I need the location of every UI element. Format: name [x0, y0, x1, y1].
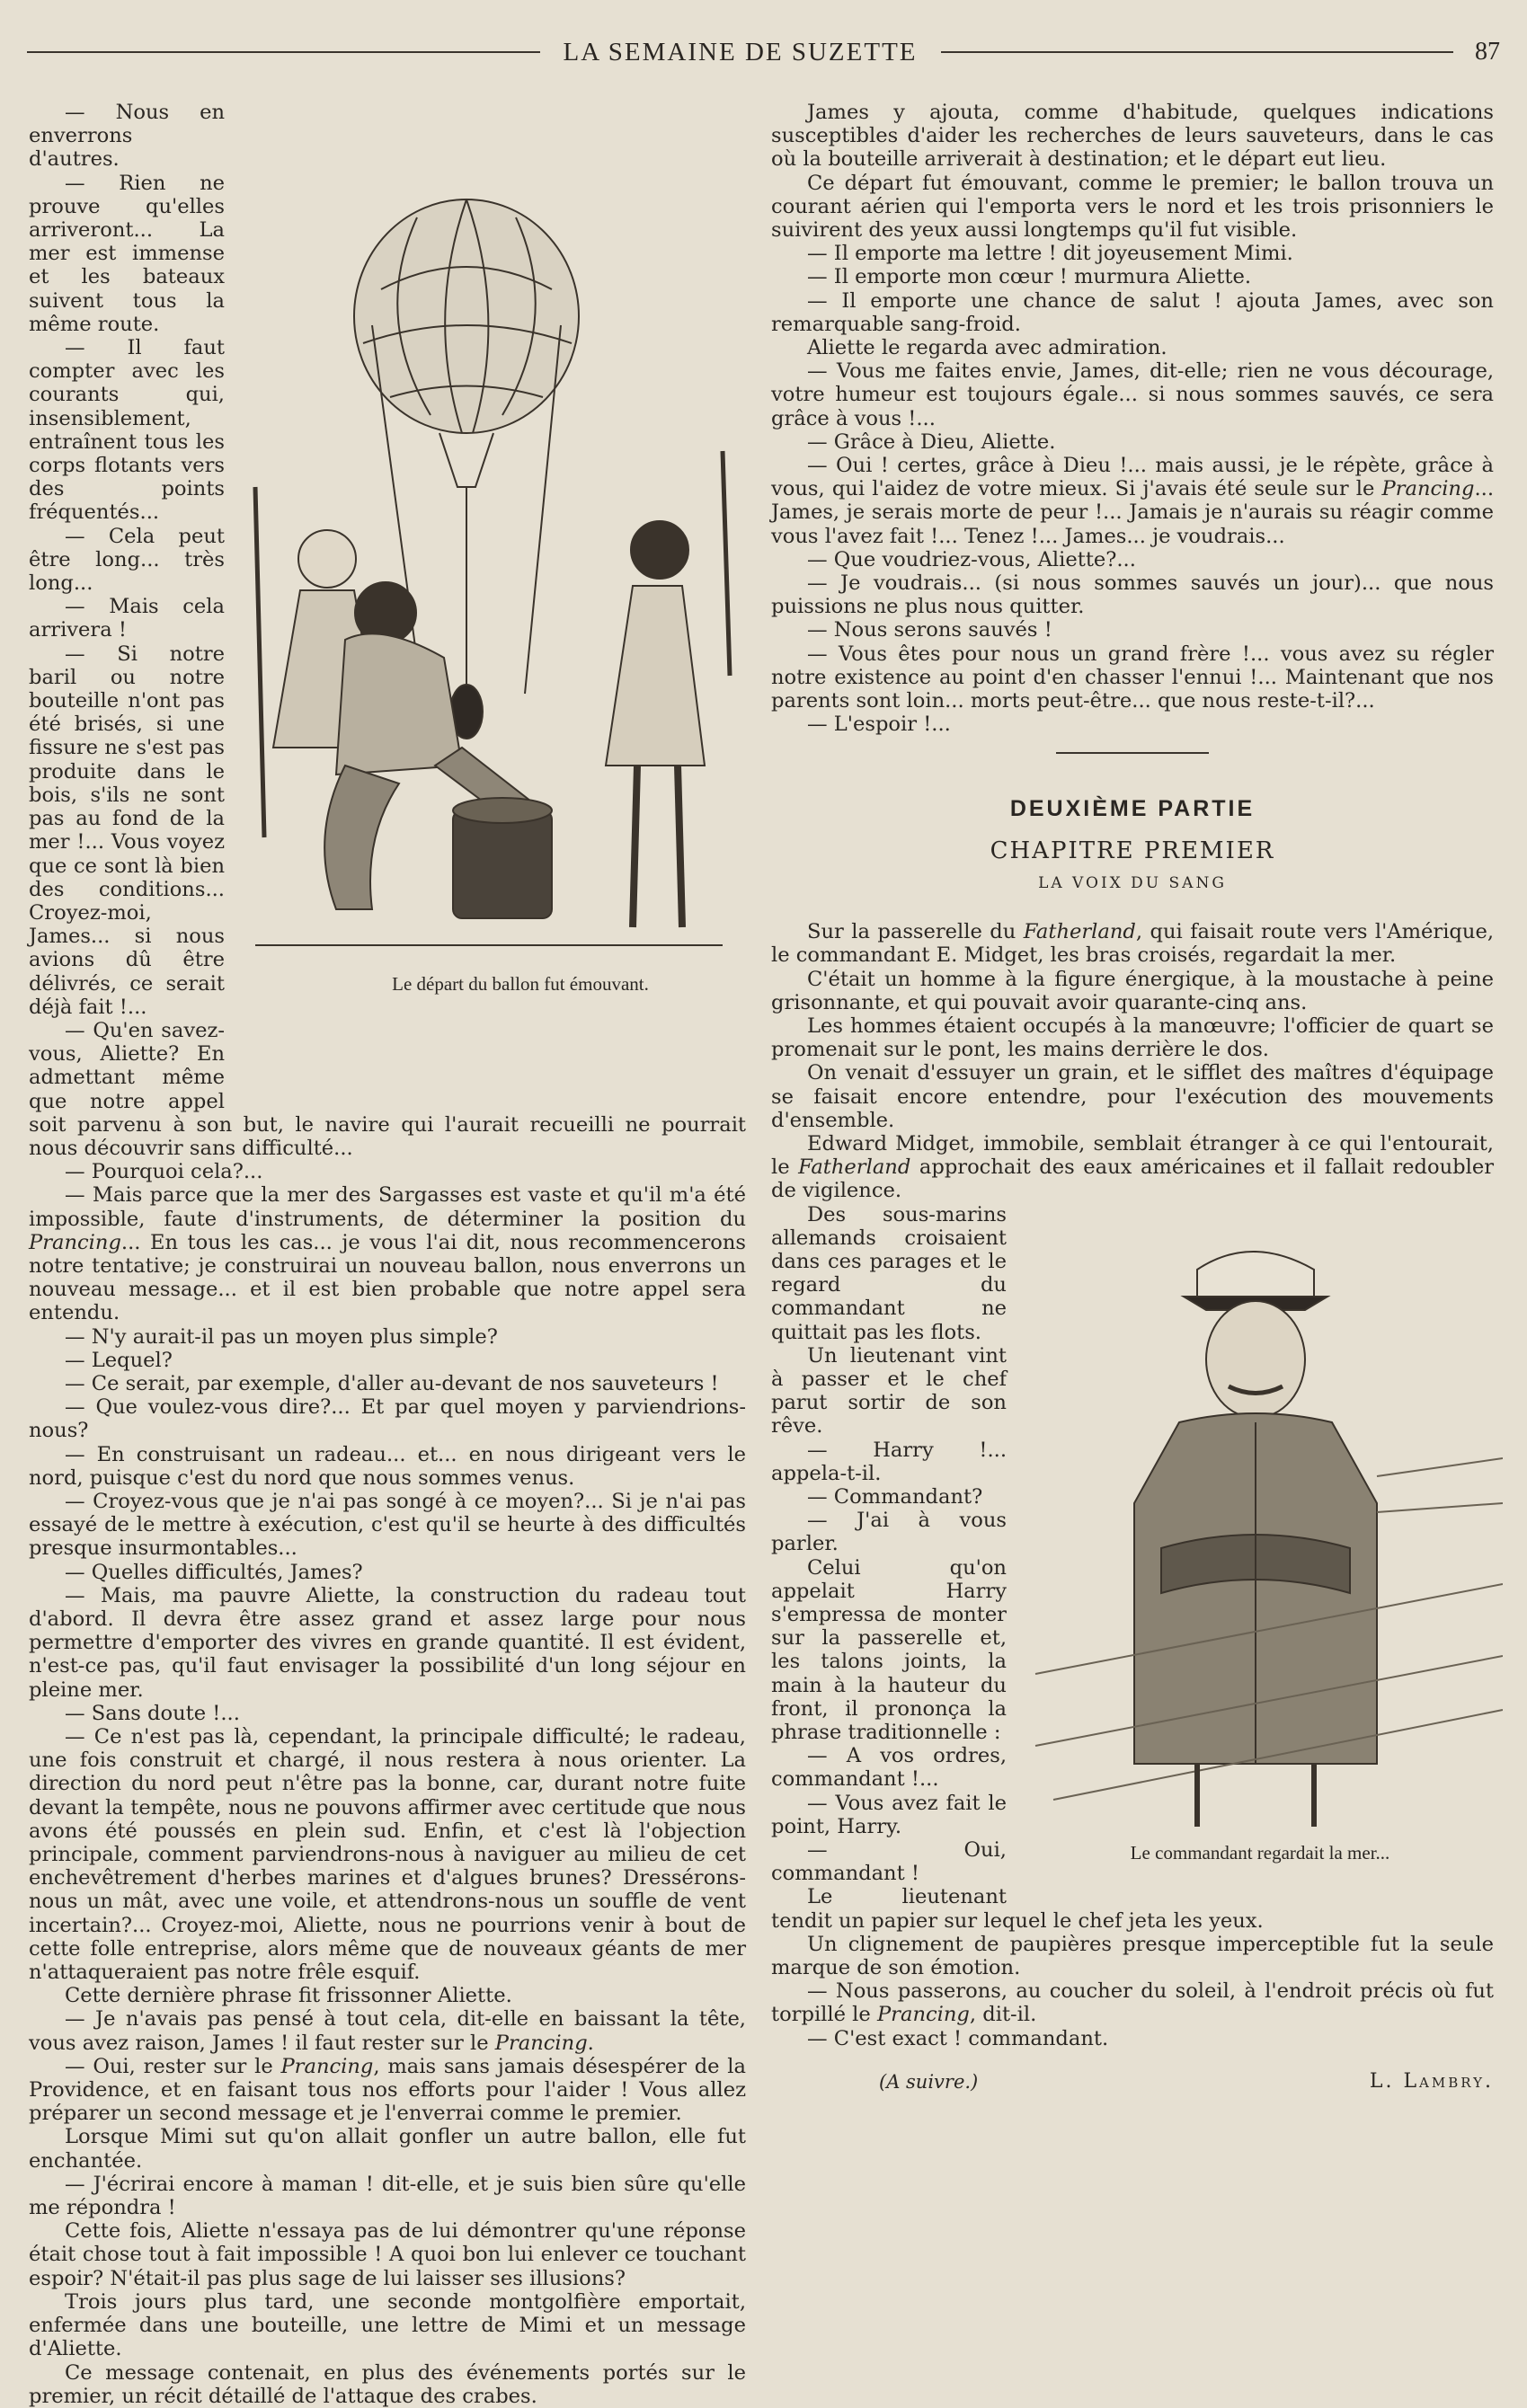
author-signature: L. Lambry. [1369, 2069, 1494, 2093]
paragraph: — Oui, commandant ! [771, 1838, 1007, 1886]
paragraph: Cette dernière phrase fit frissonner Aliette. [65, 1984, 512, 2008]
paragraph [29, 2007, 746, 2054]
paragraph: Un clignement de paupières presque imperceptible fut la seule marque de son émotion. [771, 1932, 1494, 1980]
paragraph: — Il emporte ma lettre ! dit joyeusement Mimi. [807, 242, 1293, 266]
ship-name: Fatherland [1023, 920, 1136, 944]
balloon-caption: Le départ du ballon fut émouvant. [392, 973, 649, 995]
paragraph: — Nous serons sauvés ! [807, 618, 1052, 642]
text-run: — Mais parce que la mer des Sargasses est vaste et qu'il m'a été impossible, faute d'instruments, de déterminer la position du [29, 1183, 746, 1231]
text-run: Edward Midget, immobile, semblait étranger à ce qui l'entourait, le [771, 1131, 1494, 1180]
paragraph: — Cela peut être long... très long... [29, 524, 225, 596]
paragraph: — Vous me faites envie, James, dit-elle; rien ne vous décourage, votre humeur est toujours égale... si nous sommes sauvés, ce sera grâce à vous !... [771, 359, 1494, 430]
paragraph: — Pourquoi cela?... [65, 1160, 263, 1184]
paragraph: — Ce n'est pas là, cependant, la principale difficulté; le radeau, une fois construit et chargé, il nous restera à nous orienter. La direction du nord peut n'être pas la bonne, car, durant notre fuite devant la tempête, nous ne pouvons affirmer avec certitude que nous avons été poussés en plein sud. Enfin, et c'est là l'objection principale, comment parviendrons-nous à naviguer au milieu de cet enchevêtrement d'herbes marines et d'algues brunes? Dressérons-nous un mât, avec une voile, et attendrons-nous un souffle de vent incertain?... Croyez-moi, Aliette, nous ne pourrions venir à bout de cette folle entreprise, alors même que de nouveaux géants de mer n'attaqueraient pas notre frêle esquif. [29, 1725, 746, 1985]
paragraph: — Lequel? [65, 1348, 173, 1372]
paragraph: Cette fois, Aliette n'essaya pas de lui démontrer qu'une réponse était chose tout à fait impossible ! A quoi bon lui enlever ce touchant espoir? N'était-il pas plus sage de lui laisser ses illusions? [29, 2219, 746, 2290]
paragraph: — Ce serait, par exemple, d'aller au-devant de nos sauveteurs ! [65, 1371, 719, 1395]
ship-name: Prancing [29, 1230, 121, 1254]
paragraph: — Croyez-vous que je n'ai pas songé à ce moyen?... Si je n'ai pas essayé de le mettre à exécution, c'est qu'il se heurte à des difficultés presque insurmontables... [29, 1489, 746, 1561]
paragraph: — Il emporte une chance de salut ! ajouta James, avec son remarquable sang-froid. [771, 288, 1494, 336]
commander-caption: Le commandant regardait la mer... [1130, 1841, 1390, 1864]
text-run: — Oui ! certes, grâce à Dieu !... mais aussi, je le répète, grâce à vous, qui l'aidez de votre mieux. Si j'avais été seule sur le [771, 454, 1494, 501]
paragraph: Le lieutenant tendit un papier sur lequel le chef jeta les yeux. [771, 1885, 1264, 1933]
text-run: , dit-il. [969, 2003, 1037, 2027]
paragraph: James y ajouta, comme d'habitude, quelques indications susceptibles d'aider les recherches de leurs sauveteurs, dans le cas où la bouteille arriverait à destination; et le départ eut lieu. [771, 101, 1494, 172]
ship-name: Prancing [494, 2031, 588, 2055]
paragraph: Aliette le regarda avec admiration. [807, 336, 1167, 360]
paragraph: — J'écrirai encore à maman ! dit-elle, et je suis bien sûre qu'elle me répondra ! [29, 2172, 746, 2220]
paragraph: Les hommes étaient occupés à la manœuvre; l'officier de quart se promenait sur le pont, les mains derrière le dos. [771, 1014, 1494, 1062]
paragraph: — Rien ne prouve qu'elles arriveront... La mer est immense et les bateaux suivent tous la même route. [29, 171, 225, 336]
paragraph [29, 2055, 746, 2126]
paragraph: — Mais, ma pauvre Aliette, la construction du radeau tout d'abord. Il devra être assez grand et assez large pour nous permettre d'emporter des vivres en grande quantité. Il est évident, n'est-ce pas, qu'il faut envisager la possibilité d'un long séjour en pleine mer. [29, 1583, 746, 1702]
paragraph: — Quelles difficultés, James? [65, 1560, 363, 1584]
paragraph [771, 920, 1494, 967]
paragraph: — Vous êtes pour nous un grand frère !... vous avez su régler notre existence au point d'en chasser l'ennui !... Maintenant que nos parents sont loin... morts peut-être... que nous reste-t-il?... [771, 642, 1494, 713]
paragraph: — Si notre baril ou notre bouteille n'ont pas été brisés, si une fissure ne s'est pas produite dans le bois, s'ils ne sont pas au fond de la mer !... Vous voyez que ce sont là bien des conditions... Croyez-moi, James... si nous avions dû être délivrés, ce serait déjà fait !... [29, 642, 225, 1019]
paragraph: Trois jours plus tard, une seconde montgolfière emportait, enfermée dans une bouteille, une lettre de Mimi et un message d'Aliette. [29, 2289, 746, 2361]
text-run: approchait des eaux américaines et il fallait redoubler de vigilence. [771, 1155, 1494, 1203]
header-rule-right [941, 51, 1454, 53]
paragraph: — Harry !... appela-t-il. [771, 1438, 1007, 1485]
left-column [29, 101, 746, 2408]
paragraph: — Vous avez fait le point, Harry. [771, 1791, 1007, 1838]
paragraph: — C'est exact ! commandant. [807, 2026, 1109, 2050]
ship-name: Fatherland [798, 1155, 911, 1180]
paragraph: — Je voudrais... (si nous sommes sauvés un jour)... que nous puissions ne plus nous quitter. [771, 571, 1494, 619]
right-column [771, 101, 1494, 2094]
paragraph [771, 1132, 1494, 1203]
paragraph [771, 454, 1494, 548]
text-run: , qui faisait route vers l'Amérique, le commandant E. Midget, les bras croisés, regardait la mer. [771, 920, 1494, 968]
ship-name: Prancing [876, 2003, 970, 2027]
header-rule-left [27, 51, 540, 53]
paragraph: Un lieutenant vint à passer et le chef parut sortir de son rêve. [771, 1343, 1007, 1439]
paragraph: — Il faut compter avec les courants qui, insensiblement, entraînent tous les corps flotants vers des points fréquentés... [29, 336, 225, 525]
section-divider [1056, 752, 1209, 754]
commander-illustration [1017, 1207, 1503, 1890]
text-run: , mais sans jamais désespérer de la Providence, et en faisant tous nos efforts pour l'aider ! Vous allez préparer un second message et je l'enverrai comme le premier. [29, 2054, 747, 2126]
paragraph: — En construisant un radeau... et... en nous dirigeant vers le nord, puisque c'est du nord que nous sommes venus. [29, 1442, 746, 1490]
paragraph: Ce départ fut émouvant, comme le premier; le ballon trouva un courant aérien qui l'emporta vers le nord et les trois prisonniers le suivirent des yeux aussi longtemps qu'il fut visible. [771, 171, 1494, 243]
paragraph: — Mais cela arrivera ! [29, 595, 225, 642]
paragraph: — Grâce à Dieu, Aliette. [807, 429, 1056, 454]
page-header [27, 34, 1500, 70]
paragraph: On venait d'essuyer un grain, et le sifflet des maîtres d'équipage se faisait encore entendre, pour l'exécution des mouvements d'ensemble. [771, 1061, 1494, 1132]
paragraph: Des sous-marins allemands croisaient dans ces parages et le regard du commandant ne quittait pas les flots. [771, 1202, 1007, 1344]
chapter-title: CHAPITRE PREMIER [990, 837, 1275, 864]
text-run: ... En tous les cas... je vous l'ai dit, nous recommencerons notre tentative; je construirai un nouveau ballon, nous enverrons un nouveau message... et il est bien probable que notre appel sera entendu. [29, 1230, 746, 1325]
paragraph: — Nous en enverrons d'autres. [29, 101, 225, 172]
text-run: — Je n'avais pas pensé à tout cela, dit-elle en baissant la tête, vous avez raison, James ! il faut rester sur le [29, 2007, 746, 2055]
article-footer [771, 2070, 1494, 2094]
chapter-subtitle: LA VOIX DU SANG [1038, 873, 1227, 892]
paragraph: — L'espoir !... [807, 713, 951, 737]
to-be-continued: (A suivre.) [879, 2070, 979, 2093]
text-run: — Nous passerons, au coucher du soleil, à l'endroit précis où fut torpillé le [771, 1979, 1494, 2027]
magazine-title: LA SEMAINE DE SUZETTE [563, 37, 918, 66]
section-title: DEUXIÈME PARTIE [1009, 796, 1256, 822]
text-run: ... James, je serais morte de peur !... Jamais je n'aurais su réagir comme vous l'avez fait !... Tenez !... James... je voudrais... [771, 477, 1494, 548]
paragraph: — Sans doute !... [65, 1701, 240, 1725]
ship-name: Prancing [1381, 477, 1475, 501]
paragraph: — Commandant? [807, 1484, 983, 1509]
paragraph: Lorsque Mimi sut qu'on allait gonfler un autre ballon, elle fut enchantée. [29, 2125, 746, 2173]
page-number: 87 [1475, 38, 1500, 66]
paragraph: — Qu'en savez-vous, Aliette? En admettant même que notre appel soit parvenu à son but, le navire qui l'aurait recueilli ne pourrait nous découvrir sans difficulté... [29, 1018, 746, 1160]
paragraph: — Que voulez-vous dire?... Et par quel moyen y parviendrions-nous? [29, 1395, 746, 1443]
paragraph: — Que voudriez-vous, Aliette?... [807, 547, 1136, 571]
text-run: . [587, 2031, 594, 2055]
text-run: Sur la passerelle du [807, 920, 1024, 944]
paragraph: Celui qu'on appelait Harry s'empressa de monter sur la passerelle et, les talons joints, la main à la hauteur du front, il prononça la phrase traditionnelle : [771, 1555, 1007, 1744]
paragraph [771, 1979, 1494, 2026]
paragraph: — N'y aurait-il pas un moyen plus simple? [65, 1324, 498, 1349]
text-run: — Oui, rester sur le [65, 2054, 281, 2078]
commander-drawing [1017, 1207, 1503, 1836]
paragraph [29, 1183, 746, 1324]
balloon-drawing [237, 190, 741, 963]
paragraph: — J'ai à vous parler. [771, 1509, 1007, 1556]
ship-name: Prancing [280, 2054, 374, 2078]
paragraph: Ce message contenait, en plus des événements portés sur le premier, un récit détaillé de l'attaque des crabes. [29, 2360, 746, 2408]
paragraph: C'était un homme à la figure énergique, à la moustache à peine grisonnante, et qui pouvait avoir quarante-cinq ans. [771, 967, 1494, 1014]
balloon-illustration [237, 190, 750, 1107]
paragraph: — A vos ordres, commandant !... [771, 1744, 1007, 1792]
paragraph: — Il emporte mon cœur ! murmura Aliette. [807, 265, 1252, 289]
